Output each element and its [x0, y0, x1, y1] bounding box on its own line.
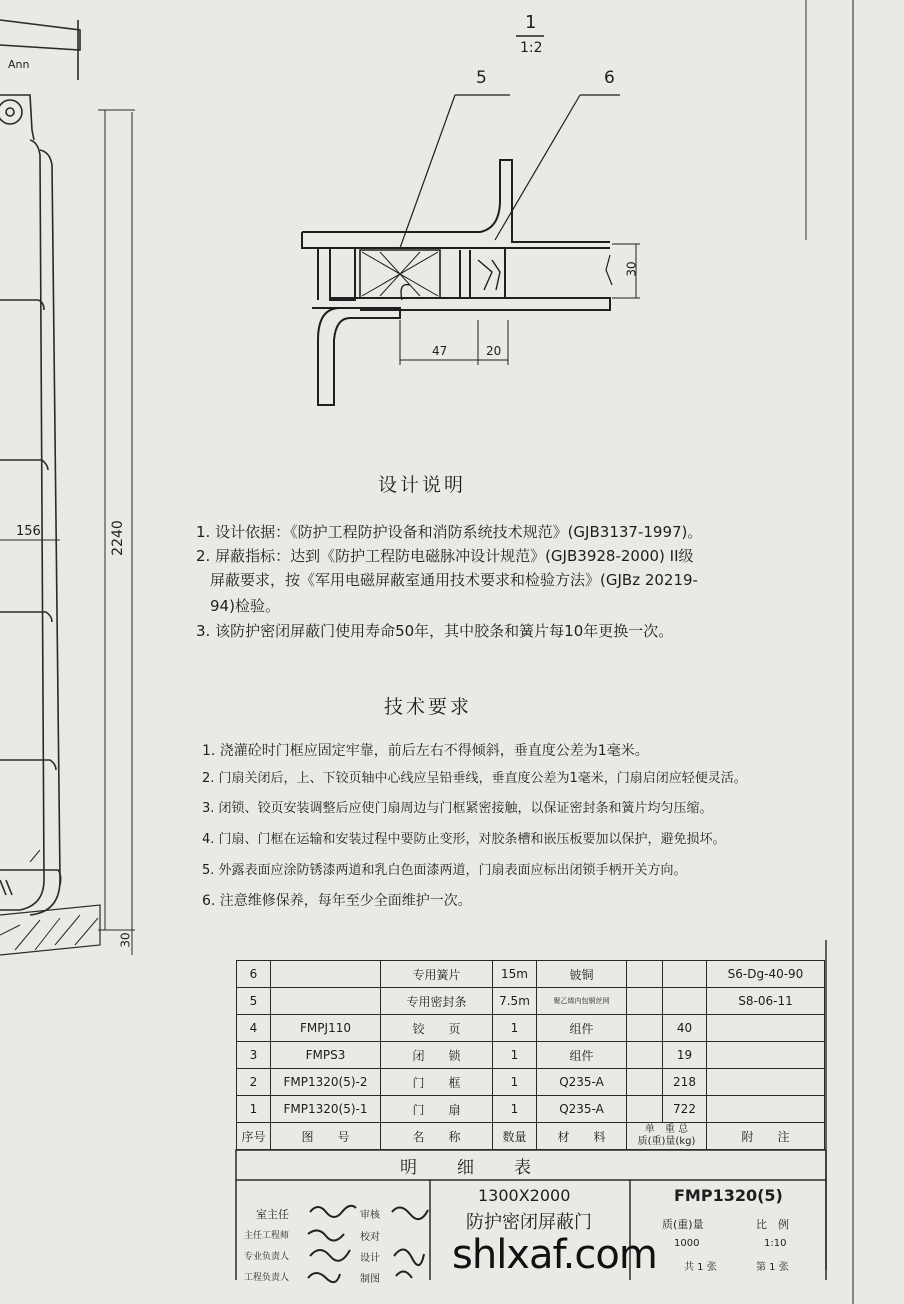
sheet-count: 共 1 张 — [684, 1262, 717, 1273]
bom-cell: 闭 锁 — [381, 1042, 493, 1069]
bom-header-weight: 单 重 总 — [644, 1124, 689, 1135]
bom-cell: 铍铜 — [537, 961, 627, 988]
view-number: 1 — [525, 12, 537, 33]
bom-cell: Q235-A — [537, 1096, 627, 1123]
bom-cell — [707, 1015, 825, 1042]
dim-top-left: Ann — [8, 58, 30, 71]
bom-cell: 3 — [237, 1042, 271, 1069]
bom-row — [237, 1096, 825, 1123]
bom-cell — [627, 988, 663, 1015]
design-note-2: 2. 屏蔽指标：达到《防护工程防电磁脉冲设计规范》(GJB3928-2000) II级 — [196, 547, 694, 565]
view-scale: 1:2 — [520, 40, 543, 56]
scale-label: 比 例 — [756, 1218, 789, 1231]
dim-30-left: 30 — [118, 932, 133, 948]
product-size: 1300X2000 — [478, 1186, 571, 1205]
bom-header-cell: 图 号 — [271, 1123, 381, 1150]
tech-req-title: 技术要求 — [384, 696, 473, 718]
role2-4: 制图 — [360, 1274, 380, 1285]
bom-cell: 组件 — [537, 1042, 627, 1069]
bom-cell: 218 — [663, 1069, 707, 1096]
sheet-number: 第 1 张 — [756, 1262, 789, 1273]
dim-20: 20 — [486, 344, 502, 358]
dim-47: 47 — [432, 344, 448, 358]
bom-row — [237, 988, 825, 1015]
bom-cell: 1 — [237, 1096, 271, 1123]
bom-cell: 聚乙烯内包铜丝网 — [537, 988, 627, 1015]
bom-header-cell: 名 称 — [381, 1123, 493, 1150]
bom-cell: 2 — [237, 1069, 271, 1096]
tech-req-4: 4. 门扇、门框在运输和安装过程中要防止变形，对胶条槽和嵌压板要加以保护，避免损坏。 — [202, 832, 726, 847]
bom-header-weight-unit: 质(重)量(kg) — [637, 1136, 696, 1147]
bom-cell: 组件 — [537, 1015, 627, 1042]
bom-cell — [627, 1069, 663, 1096]
tech-req-1: 1. 浇灌砼时门框应固定牢靠，前后左右不得倾斜，垂直度公差为1毫米。 — [202, 743, 649, 759]
bom-header-cell — [627, 1123, 707, 1150]
bom-cell: 19 — [663, 1042, 707, 1069]
design-note-2b: 屏蔽要求，按《军用电磁屏蔽室通用技术要求和检验方法》(GJBz 20219- — [210, 571, 698, 589]
mass-value: 1000 — [674, 1238, 700, 1249]
bom-table — [236, 960, 825, 1150]
bom-cell — [627, 1015, 663, 1042]
bom-cell: 铰 页 — [381, 1015, 493, 1042]
bom-row — [237, 961, 825, 988]
role-1: 室主任 — [256, 1208, 289, 1221]
bom-header-cell: 材 料 — [537, 1123, 627, 1150]
bom-cell: 1 — [493, 1096, 537, 1123]
bom-cell: 7.5m — [493, 988, 537, 1015]
tech-req-3: 3. 闭锁、铰页安装调整后应使门扇周边与门框紧密接触，以保证密封条和簧片均匀压缩。 — [202, 801, 713, 816]
bom-cell: 1 — [493, 1042, 537, 1069]
bom-cell — [271, 988, 381, 1015]
bom-cell: 1 — [493, 1069, 537, 1096]
bom-cell: 门 扇 — [381, 1096, 493, 1123]
signatures — [300, 1200, 440, 1290]
bom-header-cell: 序号 — [237, 1123, 271, 1150]
role2-1: 审核 — [360, 1210, 380, 1221]
scale-value: 1:10 — [764, 1238, 787, 1249]
bom-title: 明 细 表 — [400, 1158, 533, 1178]
bom-cell: FMP1320(5)-2 — [271, 1069, 381, 1096]
callout-6: 6 — [604, 68, 615, 88]
tech-req-2: 2. 门扇关闭后，上、下铰页轴中心线应呈铅垂线，垂直度公差为1毫米，门扇启闭应轻便灵活。 — [202, 771, 747, 786]
design-note-2c: 94)检验。 — [210, 597, 280, 615]
bom-cell: FMP1320(5)-1 — [271, 1096, 381, 1123]
role-2: 主任工程师 — [244, 1231, 290, 1241]
bom-header-row — [237, 1123, 825, 1150]
role-3: 专业负责人 — [244, 1252, 290, 1262]
dim-30: 30 — [624, 261, 639, 277]
callout-5: 5 — [476, 68, 487, 88]
design-note-1: 1. 设计依据：《防护工程防护设备和消防系统技术规范》(GJB3137-1997)。 — [196, 523, 703, 541]
mass-label: 质(重)量 — [662, 1218, 704, 1231]
bom-cell — [271, 961, 381, 988]
bom-header-cell: 附 注 — [707, 1123, 825, 1150]
tech-req-6: 6. 注意维修保养，每年至少全面维护一次。 — [202, 893, 472, 909]
bom-cell: 门 框 — [381, 1069, 493, 1096]
bom-cell: 40 — [663, 1015, 707, 1042]
watermark-text: shlxaf.com — [452, 1232, 657, 1278]
bom-row — [237, 1015, 825, 1042]
role2-3: 设计 — [360, 1253, 380, 1264]
bom-cell — [707, 1069, 825, 1096]
bom-row — [237, 1042, 825, 1069]
product-code: FMP1320(5) — [674, 1186, 783, 1205]
bom-cell: 15m — [493, 961, 537, 988]
bom-cell — [627, 1096, 663, 1123]
bom-cell: 专用密封条 — [381, 988, 493, 1015]
bom-cell: FMPS3 — [271, 1042, 381, 1069]
bom-cell: S6-Dg-40-90 — [707, 961, 825, 988]
design-notes-title: 设计说明 — [378, 474, 467, 496]
bom-cell: 5 — [237, 988, 271, 1015]
bom-cell: 4 — [237, 1015, 271, 1042]
bom-cell: 专用簧片 — [381, 961, 493, 988]
role-4: 工程负责人 — [244, 1273, 290, 1283]
design-note-3: 3. 该防护密闭屏蔽门使用寿命50年，其中胶条和簧片每10年更换一次。 — [196, 622, 674, 640]
bom-row — [237, 1069, 825, 1096]
bom-cell: Q235-A — [537, 1069, 627, 1096]
bom-cell: 722 — [663, 1096, 707, 1123]
dim-156: 156 — [16, 524, 41, 539]
bom-cell: 1 — [493, 1015, 537, 1042]
tech-req-5: 5. 外露表面应涂防锈漆两道和乳白色面漆两道，门扇表面应标出闭锁手柄开关方向。 — [202, 863, 687, 878]
bom-cell — [663, 961, 707, 988]
bom-cell: 6 — [237, 961, 271, 988]
dim-2240: 2240 — [109, 520, 126, 556]
bom-header-cell: 数量 — [493, 1123, 537, 1150]
bom-cell — [627, 961, 663, 988]
role2-2: 校对 — [360, 1232, 380, 1243]
bom-cell: FMPJ110 — [271, 1015, 381, 1042]
product-name: 防护密闭屏蔽门 — [466, 1212, 592, 1233]
bom-cell — [707, 1096, 825, 1123]
bom-cell — [707, 1042, 825, 1069]
bom-cell — [663, 988, 707, 1015]
bom-cell — [627, 1042, 663, 1069]
bom-cell: S8-06-11 — [707, 988, 825, 1015]
